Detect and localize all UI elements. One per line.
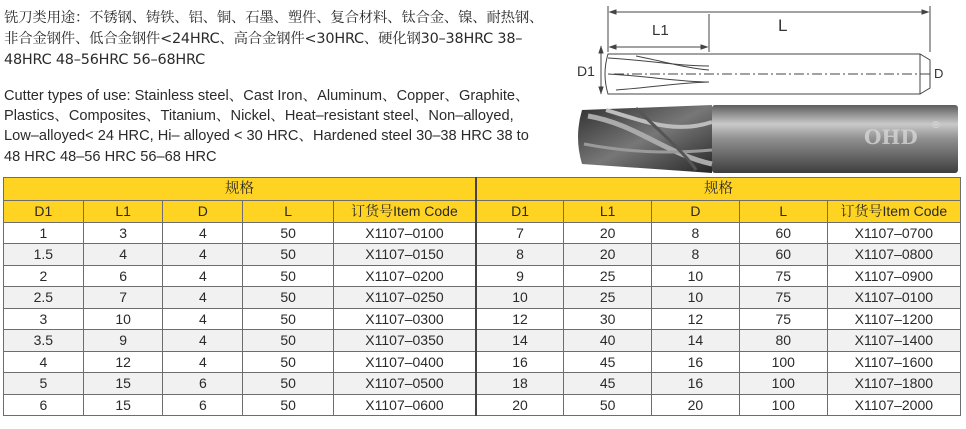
cell-d1: 7 (476, 222, 564, 244)
group-title-left: 规格 (4, 178, 476, 201)
column-header-d1: D1 (476, 201, 564, 223)
cell-item-code: X1107–0800 (827, 244, 960, 266)
cell-d1: 12 (476, 308, 564, 330)
cell-d: 4 (163, 351, 243, 373)
drawing-label-l: L (778, 16, 788, 35)
cell-item-code: X1107–0100 (334, 222, 476, 244)
cell-l: 50 (243, 394, 334, 416)
cell-l1: 3 (83, 222, 163, 244)
cell-l1: 20 (564, 222, 652, 244)
cell-item-code: X1107–0250 (334, 287, 476, 309)
cell-l1: 45 (564, 351, 652, 373)
cell-d: 8 (652, 244, 740, 266)
cell-item-code: X1107–0350 (334, 330, 476, 352)
table-row (4, 308, 961, 330)
cell-l: 80 (739, 330, 827, 352)
cell-item-code: X1107–0500 (334, 373, 476, 395)
cell-item-code: X1107–0700 (827, 222, 960, 244)
cell-item-code: X1107–0100 (827, 287, 960, 309)
column-header-item-code: 订货号Item Code (827, 201, 960, 223)
cell-l1: 12 (83, 351, 163, 373)
cell-d1: 1 (4, 222, 84, 244)
cell-d1: 14 (476, 330, 564, 352)
cell-d: 8 (652, 222, 740, 244)
cell-l1: 15 (83, 394, 163, 416)
cell-d1: 6 (4, 394, 84, 416)
cell-l: 75 (739, 287, 827, 309)
cell-d: 12 (652, 308, 740, 330)
cell-l1: 45 (564, 373, 652, 395)
cell-l: 100 (739, 351, 827, 373)
cell-d: 10 (652, 287, 740, 309)
cell-l: 75 (739, 308, 827, 330)
cell-d: 4 (163, 244, 243, 266)
cell-l: 50 (243, 373, 334, 395)
cell-l: 50 (243, 287, 334, 309)
table-row (4, 287, 961, 309)
column-header-d: D (163, 201, 243, 223)
cell-d1: 18 (476, 373, 564, 395)
cell-l1: 10 (83, 308, 163, 330)
cell-l1: 30 (564, 308, 652, 330)
cell-item-code: X1107–0400 (334, 351, 476, 373)
cell-l1: 15 (83, 373, 163, 395)
cell-d1: 3.5 (4, 330, 84, 352)
cell-l1: 50 (564, 394, 652, 416)
cell-l: 60 (739, 244, 827, 266)
cell-d1: 9 (476, 265, 564, 287)
cell-d1: 20 (476, 394, 564, 416)
cell-d1: 10 (476, 287, 564, 309)
description-chinese: 铣刀类用途：不锈钢、铸铁、铝、铜、石墨、塑件、复合材料、钛合金、镍、耐热钢、非合金钢件、低合金钢件<24HRC、高合金钢件<30HRC、硬化钢30–38HRC 38–48HRC 48–56HRC 56–68HRC (4, 10, 544, 68)
column-header-l: L (243, 201, 334, 223)
cell-d1: 3 (4, 308, 84, 330)
cell-l: 50 (243, 308, 334, 330)
table-row (4, 394, 961, 416)
table-row (4, 222, 961, 244)
column-header-l: L (739, 201, 827, 223)
cell-l1: 25 (564, 287, 652, 309)
cell-item-code: X1107–1200 (827, 308, 960, 330)
cell-l: 50 (243, 330, 334, 352)
column-header-l1: L1 (564, 201, 652, 223)
group-title-right: 规格 (476, 178, 961, 201)
cell-item-code: X1107–1800 (827, 373, 960, 395)
cell-l: 50 (243, 222, 334, 244)
table-row (4, 351, 961, 373)
column-header-d: D (652, 201, 740, 223)
table-row (4, 330, 961, 352)
table-header-row (4, 201, 961, 223)
spec-table (3, 177, 961, 416)
cell-d1: 1.5 (4, 244, 84, 266)
drawing-label-d1: D1 (577, 63, 595, 79)
cell-l1: 9 (83, 330, 163, 352)
drawing-label-d: D (934, 66, 944, 81)
cell-d: 6 (163, 394, 243, 416)
cell-item-code: X1107–0300 (334, 308, 476, 330)
cell-item-code: X1107–0600 (334, 394, 476, 416)
cell-l: 50 (243, 265, 334, 287)
table-group-row (4, 178, 961, 201)
table-row (4, 244, 961, 266)
cell-item-code: X1107–0150 (334, 244, 476, 266)
description-english: Cutter types of use: Stainless steel、Cast Iron、Aluminum、Copper、Graphite、Plastics、Composites、Titanium、Nickel、Heat–resistant steel、Non–alloyed, Low–alloyed< 24 HRC, Hi– alloyed < 30 HRC、Hardened steel 30–38 HRC 38 to 48 HRC 48–56 HRC 56–68 HRC (4, 88, 530, 165)
cell-d: 14 (652, 330, 740, 352)
cell-item-code: X1107–2000 (827, 394, 960, 416)
cell-d: 4 (163, 330, 243, 352)
column-header-item-code: 订货号Item Code (334, 201, 476, 223)
cell-l1: 20 (564, 244, 652, 266)
cell-l1: 7 (83, 287, 163, 309)
drawing-label-l1: L1 (652, 22, 669, 39)
cell-l: 60 (739, 222, 827, 244)
cell-d: 10 (652, 265, 740, 287)
brand-logo: OHD (864, 125, 918, 149)
cell-item-code: X1107–1400 (827, 330, 960, 352)
cell-d1: 5 (4, 373, 84, 395)
table-row (4, 265, 961, 287)
cell-l1: 4 (83, 244, 163, 266)
column-header-d1: D1 (4, 201, 84, 223)
cell-l: 100 (739, 373, 827, 395)
cell-d: 16 (652, 373, 740, 395)
cell-l: 50 (243, 244, 334, 266)
cell-l1: 40 (564, 330, 652, 352)
cell-d: 6 (163, 373, 243, 395)
column-header-l1: L1 (83, 201, 163, 223)
cell-d: 4 (163, 265, 243, 287)
spec-table-body (4, 178, 961, 416)
cell-d: 4 (163, 308, 243, 330)
cell-d: 4 (163, 287, 243, 309)
cell-d1: 16 (476, 351, 564, 373)
table-row (4, 373, 961, 395)
cell-d1: 2.5 (4, 287, 84, 309)
end-mill-drawing (576, 4, 962, 174)
cell-d1: 8 (476, 244, 564, 266)
cell-l1: 6 (83, 265, 163, 287)
cell-d: 20 (652, 394, 740, 416)
cell-l: 75 (739, 265, 827, 287)
cell-d1: 2 (4, 265, 84, 287)
cell-d: 16 (652, 351, 740, 373)
cell-item-code: X1107–1600 (827, 351, 960, 373)
cell-l: 50 (243, 351, 334, 373)
registered-mark: ® (931, 120, 941, 131)
cell-d: 4 (163, 222, 243, 244)
cell-l1: 25 (564, 265, 652, 287)
cell-l: 100 (739, 394, 827, 416)
cell-item-code: X1107–0900 (827, 265, 960, 287)
line-drawing (599, 6, 930, 94)
cell-item-code: X1107–0200 (334, 265, 476, 287)
cell-d1: 4 (4, 351, 84, 373)
